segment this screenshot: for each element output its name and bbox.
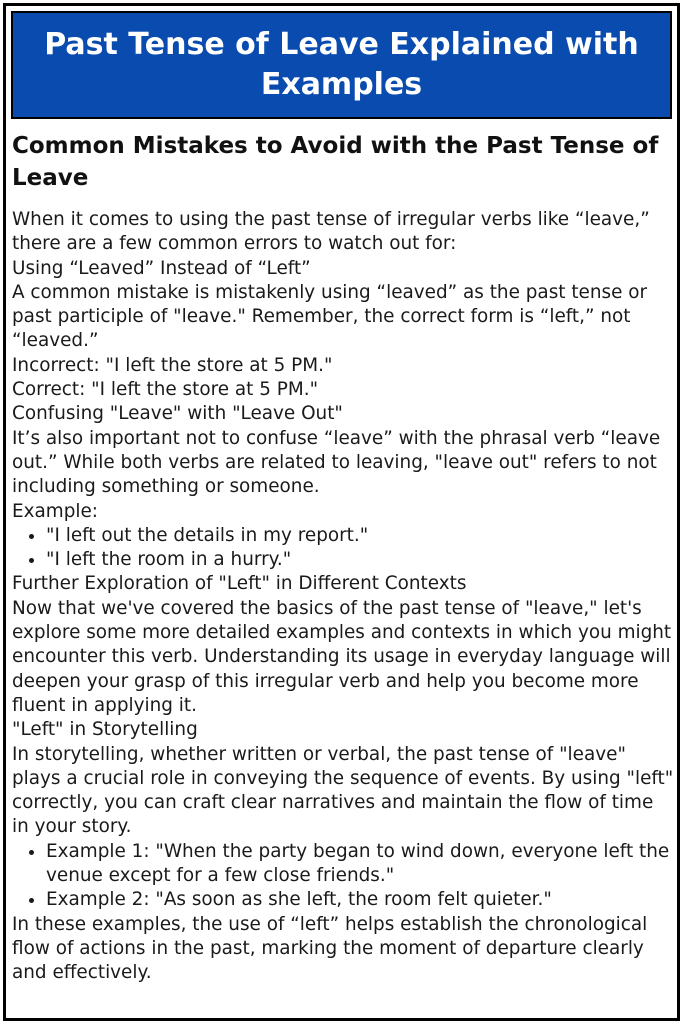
correct-example: Correct: "I left the store at 5 PM." [12, 379, 319, 401]
mistake-2-title: Confusing "Leave" with "Leave Out" [12, 403, 343, 425]
storytelling-body: In storytelling, whether written or verbal, the past tense of "leave" plays a crucial role in conveying the sequence of events. By using "left" correctly, you can craft clear narratives and maintain the flow of time in your story. [12, 743, 674, 838]
leave-out-example-list [12, 524, 674, 573]
incorrect-example: Incorrect: "I left the store at 5 PM." [12, 354, 333, 376]
storytelling-title: "Left" in Storytelling [12, 719, 198, 741]
section-heading: Common Mistakes to Avoid with the Past Tense of Leave [12, 133, 659, 191]
mistake-1-title: Using “Leaved” Instead of “Left” [12, 257, 311, 279]
exploration-body: Now that we've covered the basics of the past tense of "leave," let's explore some more detailed examples and contexts in which you might encounter this verb. Understanding its usage in everyday language will deepen your grasp of this irregular verb and help you become more fluent in applying it. [12, 597, 672, 716]
list-item: • Example 1: "When the party began to wind down, everyone left the venue except for a few close friends." [46, 840, 674, 889]
exploration-title: Further Exploration of "Left" in Different Contexts [12, 573, 467, 595]
list-item: • Example 2: "As soon as she left, the room felt quieter." [46, 888, 674, 912]
example-label: Example: [12, 500, 98, 522]
page-frame [3, 3, 680, 1021]
conclusion-paragraph: In these examples, the use of “left” helps establish the chronological flow of actions in the past, marking the moment of departure clearly and effectively. [12, 913, 648, 984]
list-item: • "I left the room in a hurry." [46, 548, 674, 572]
page-title: Past Tense of Leave Explained with Examples [44, 27, 639, 102]
article-body [12, 208, 674, 986]
storytelling-example-list [12, 840, 674, 913]
intro-paragraph: When it comes to using the past tense of irregular verbs like “leave,” there are a few common errors to watch out for: [12, 209, 650, 255]
title-banner [11, 11, 672, 119]
mistake-1-body: A common mistake is mistakenly using “leaved” as the past tense or past participle of "leave." Remember, the correct form is “left,” not “leaved.” [12, 281, 648, 352]
list-item: • "I left out the details in my report." [46, 524, 674, 548]
mistake-2-body: It’s also important not to confuse “leave” with the phrasal verb “leave out.” While both verbs are related to leaving, "leave out" refers to not including something or someone. [12, 427, 661, 498]
